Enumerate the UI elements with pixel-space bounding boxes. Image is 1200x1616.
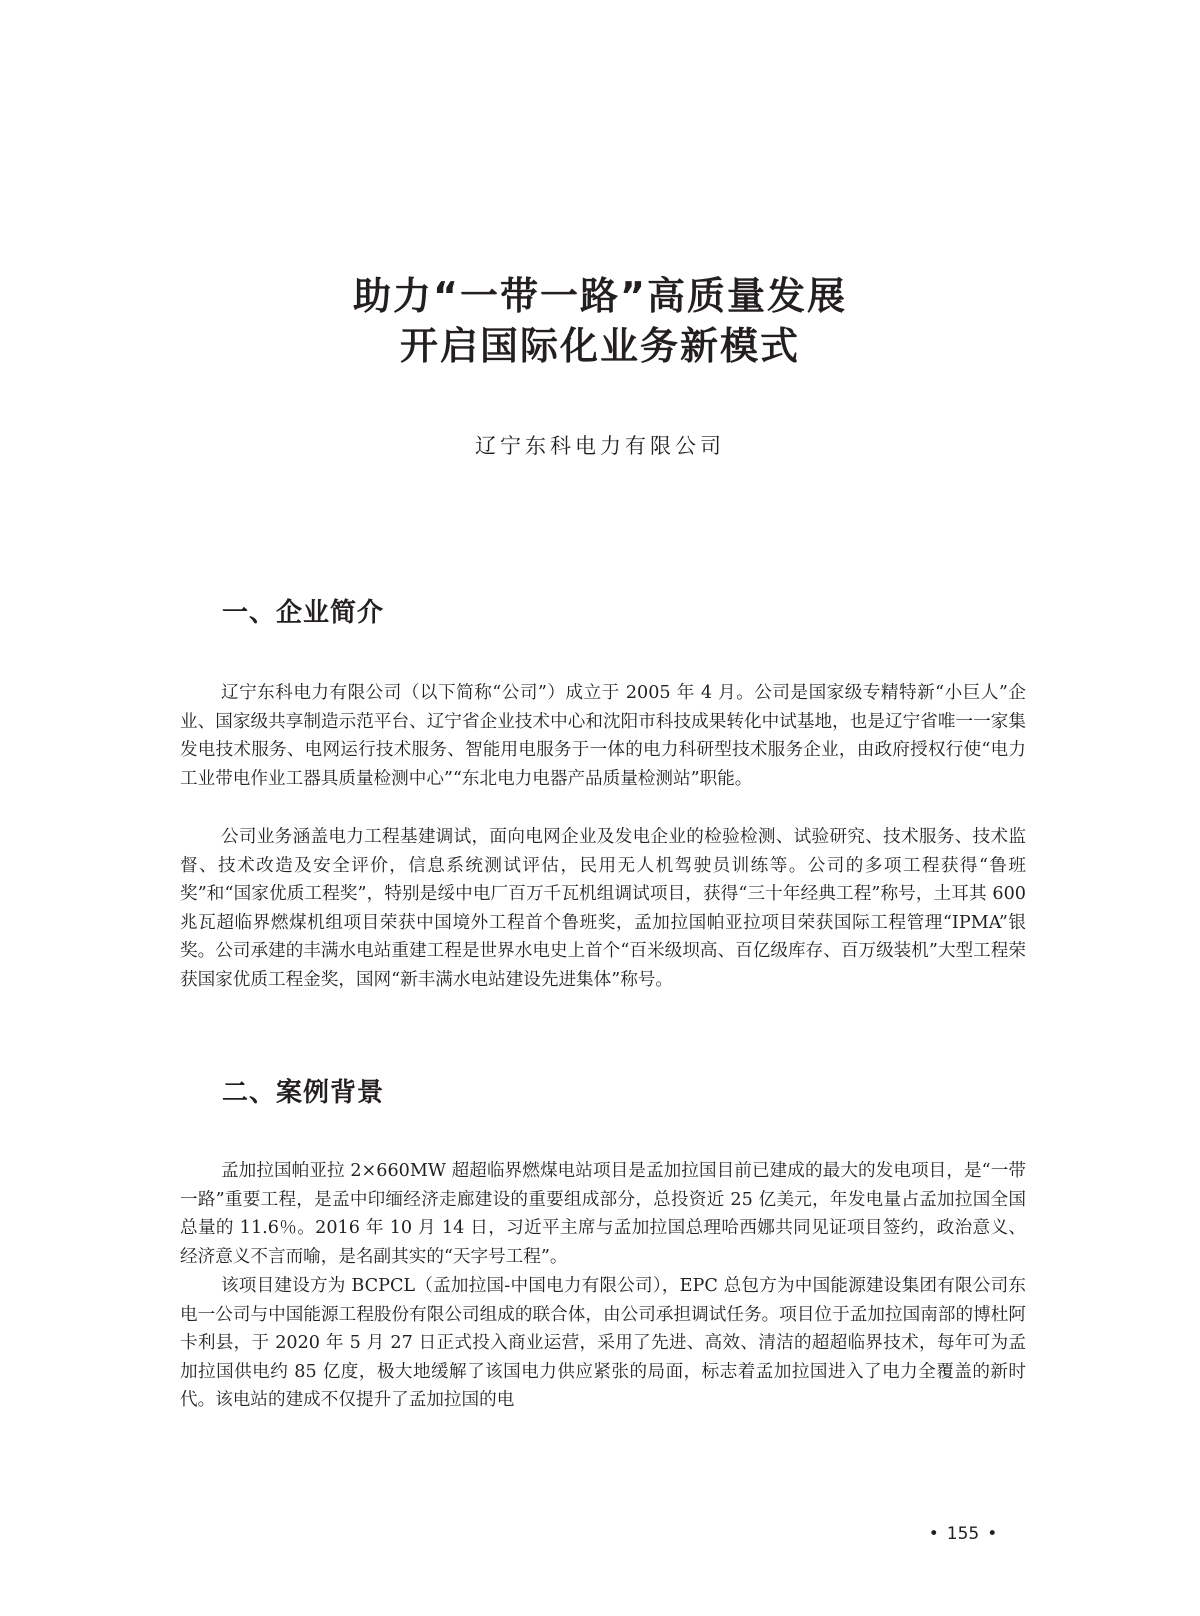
title-line-2: 开启国际化业务新模式 <box>399 324 800 368</box>
page-number <box>918 1524 1008 1544</box>
section-heading-case-background: 二、案例背景 <box>222 1078 385 1108</box>
organization-name: 辽宁东科电力有限公司 <box>475 434 725 458</box>
page-number-bullet-right: • <box>987 1524 998 1544</box>
paragraph: 该项目建设方为 BCPCL（孟加拉国-中国电力有限公司），EPC 总包方为中国能源建设集团有限公司东电一公司与中国能源工程股份有限公司组成的联合体，由公司承担调试任务。项目位于孟加拉国南部的博杜阿卡利县，于 2020 年 5 月 27 日正式投入商业运营，采用了先进、高效、清洁的超超临界技术，每年可为孟加拉国供电约 85 亿度，极大地缓解了该国电力供应紧张的局面，标志着孟加拉国进入了电力全覆盖的新时代。该电站的建成不仅提升了孟加拉国的电 <box>180 1276 1026 1411</box>
paragraph: 公司业务涵盖电力工程基建调试，面向电网企业及发电企业的检验检测、试验研究、技术服务、技术监督、技术改造及安全评价，信息系统测试评估，民用无人机驾驶员训练等。公司的多项工程获得“鲁班奖”和“国家优质工程奖”，特别是绥中电厂百万千瓦机组调试项目，获得“三十年经典工程”称号，土耳其 600 兆瓦超临界燃煤机组项目荣获中国境外工程首个鲁班奖，孟加拉国帕亚拉项目荣获国际工程管理“IPMA”银奖。公司承建的丰满水电站重建工程是世界水电史上首个“百米级坝高、百亿级库存、百万级装机”大型工程荣获国家优质工程金奖，国网“新丰满水电站建设先进集体”称号。 <box>180 827 1026 990</box>
paragraph: 孟加拉国帕亚拉 2×660MW 超超临界燃煤电站项目是孟加拉国目前已建成的最大的发电项目，是“一带一路”重要工程，是孟中印缅经济走廊建设的重要组成部分，总投资近 25 亿美元，年发电量占孟加拉国全国总量的 11.6％。2016 年 10 月 14 日，习近平主席与孟加拉国总理哈西娜共同见证项目签约，政治意义、经济意义不言而喻，是名副其实的“天字号工程”。 <box>180 1161 1026 1267</box>
page-number-bullet-left: • <box>928 1524 939 1544</box>
page-number-value: 155 <box>946 1524 980 1544</box>
paragraph: 辽宁东科电力有限公司（以下简称“公司”）成立于 2005 年 4 月。公司是国家级专精特新“小巨人”企业、国家级共享制造示范平台、辽宁省企业技术中心和沈阳市科技成果转化中试基地，也是辽宁省唯一一家集发电技术服务、电网运行技术服务、智能用电服务于一体的电力科研型技术服务企业，由政府授权行使“电力工业带电作业工器具质量检测中心”“东北电力电器产品质量检测站”职能。 <box>180 683 1026 789</box>
title-line-1: 助力“一带一路”高质量发展 <box>353 274 847 318</box>
section-heading-company-profile: 一、企业简介 <box>222 598 385 628</box>
